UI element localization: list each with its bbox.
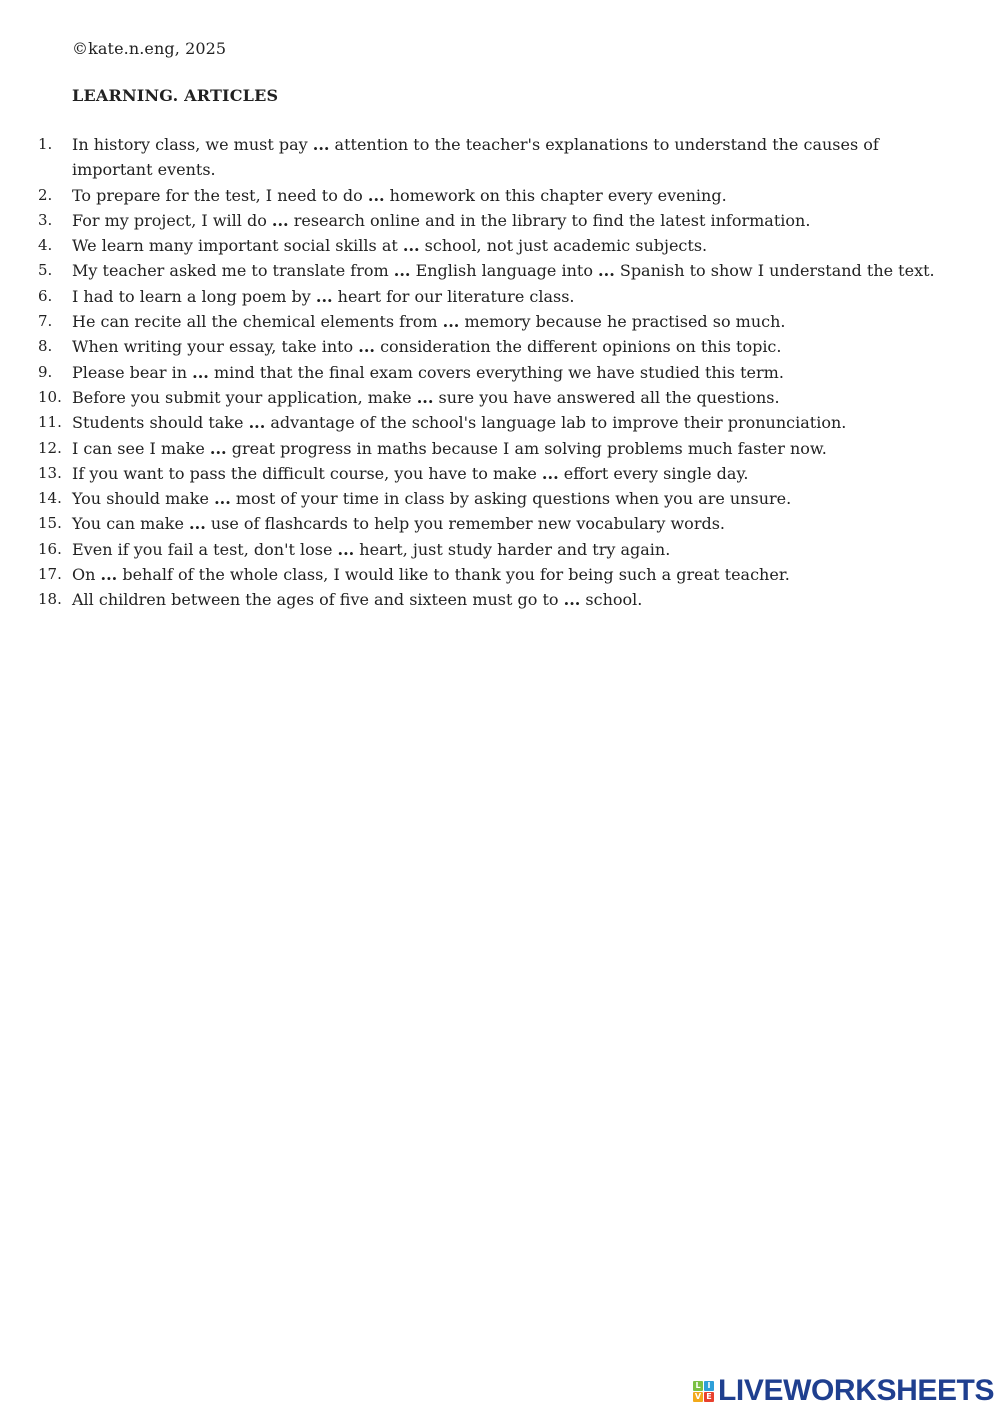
exercise-item [0, 258, 960, 283]
sentence-text: mind that the final exam covers everything we have studied this term. [208, 362, 784, 382]
exercise-item [0, 436, 960, 461]
item-number: 2. [38, 185, 53, 204]
logo-cell: V [694, 1392, 702, 1401]
sentence-text: Before you submit your application, make [72, 387, 417, 407]
sentence-text: On [72, 565, 101, 585]
blank-gap: ... [541, 463, 559, 483]
blank-gap: ... [442, 312, 460, 332]
item-number: 7. [38, 312, 53, 331]
blank-gap: ... [563, 590, 581, 610]
exercise-item [0, 233, 960, 258]
item-number: 4. [38, 236, 53, 255]
blank-gap: ... [192, 362, 209, 382]
logo-cell: E [704, 1392, 714, 1402]
item-number: 13. [38, 463, 62, 482]
sentence-text: For my project, I will do [72, 210, 272, 230]
item-number: 18. [38, 590, 62, 609]
sentence-text: I had to learn a long poem by [72, 286, 316, 306]
sentence-text: When writing your essay, take into [72, 337, 359, 357]
blank-gap: ... [248, 413, 266, 433]
sentence-text: behalf of the whole class, I would like to thank you for being such a great teacher. [117, 565, 790, 585]
liveworksheets-logo [693, 1376, 994, 1406]
blank-gap: ... [598, 261, 615, 281]
sentence-text: effort every single day. [558, 463, 749, 483]
blank-gap: ... [315, 286, 333, 306]
sentence-text: use of flashcards to help you remember new vocabulary words. [205, 514, 725, 534]
sentence-text: English language into [410, 261, 599, 281]
logo-cell: I [704, 1381, 714, 1391]
sentence-text: memory because he practised so much. [459, 312, 786, 332]
sentence-text: school, not just academic subjects. [419, 236, 708, 256]
item-number: 15. [38, 514, 62, 533]
exercise-item [0, 385, 960, 410]
sentence-text: You can make [72, 514, 190, 534]
copyright-notice: ©kate.n.eng, 2025 [72, 39, 227, 58]
sentence-text: great progress in maths because I am solving problems much faster now. [226, 438, 827, 458]
item-number: 12. [38, 438, 62, 457]
blank-gap: ... [358, 337, 375, 357]
item-number: 10. [38, 387, 62, 406]
logo-mark-icon [693, 1381, 714, 1402]
exercise-item [0, 360, 960, 385]
exercise-item [0, 208, 960, 233]
blank-gap: ... [393, 261, 411, 281]
exercise-item [0, 537, 960, 562]
blank-gap: ... [209, 438, 227, 458]
item-number: 11. [38, 413, 62, 432]
blank-gap: ... [214, 489, 231, 509]
exercise-item [0, 486, 960, 511]
sentence-text: most of your time in class by asking questions when you are unsure. [230, 489, 792, 509]
sentence-text: heart for our literature class. [332, 286, 575, 306]
item-number: 8. [38, 337, 53, 356]
exercise-item [0, 132, 960, 183]
blank-gap: ... [271, 210, 289, 230]
sentence-text: Spanish to show I understand the text. [614, 261, 935, 281]
exercise-item [0, 183, 960, 208]
sentence-text: You should make [72, 489, 215, 509]
sentence-text: sure you have answered all the questions. [433, 387, 780, 407]
item-number: 5. [38, 261, 53, 280]
sentence-text: In history class, we must pay [72, 135, 313, 154]
blank-gap: ... [402, 236, 420, 256]
logo-cell: L [693, 1381, 703, 1391]
item-number: 14. [38, 489, 62, 508]
exercise-item [0, 309, 960, 334]
exercise-item [0, 587, 960, 612]
blank-gap: ... [312, 135, 330, 154]
blank-gap: ... [367, 185, 385, 205]
exercise-item [0, 562, 960, 587]
sentence-text: I can see I make [72, 438, 210, 458]
exercise-item [0, 284, 960, 309]
sentence-text: Even if you fail a test, don't lose [72, 539, 338, 559]
sentence-text: He can recite all the chemical elements from [72, 312, 443, 332]
exercise-list [0, 132, 960, 613]
exercise-item [0, 461, 960, 486]
blank-gap: ... [189, 514, 206, 534]
sentence-text: attention to the teacher's explanations to understand the causes of important events. [72, 135, 879, 180]
item-number: 1. [38, 135, 53, 153]
sentence-text: homework on this chapter every evening. [384, 185, 727, 205]
sentence-text: school. [580, 590, 643, 610]
item-number: 17. [38, 565, 62, 584]
exercise-item [0, 511, 960, 536]
sentence-text: consideration the different opinions on this topic. [374, 337, 782, 357]
item-number: 9. [38, 362, 53, 381]
sentence-text: heart, just study harder and try again. [354, 539, 671, 559]
sentence-text: We learn many important social skills at [72, 236, 403, 256]
item-number: 6. [38, 286, 53, 305]
page-title: LEARNING. ARTICLES [72, 86, 279, 105]
blank-gap: ... [416, 387, 434, 407]
item-number: 3. [38, 210, 53, 229]
sentence-text: research online and in the library to find the latest information. [288, 210, 811, 230]
blank-gap: ... [337, 539, 355, 559]
blank-gap: ... [100, 565, 118, 585]
sentence-text: If you want to pass the difficult course, you have to make [72, 463, 542, 483]
sentence-text: advantage of the school's language lab to improve their pronunciation. [265, 413, 847, 433]
exercise-item [0, 334, 960, 359]
sentence-text: Please bear in [72, 362, 193, 382]
sentence-text: Students should take [72, 413, 249, 433]
sentence-text: My teacher asked me to translate from [72, 261, 394, 281]
sentence-text: To prepare for the test, I need to do [72, 185, 368, 205]
sentence-text: All children between the ages of five and sixteen must go to [72, 590, 564, 610]
exercise-item [0, 410, 960, 435]
item-number: 16. [38, 539, 62, 558]
logo-wordmark: LIVEWORKSHEETS [718, 1374, 995, 1407]
